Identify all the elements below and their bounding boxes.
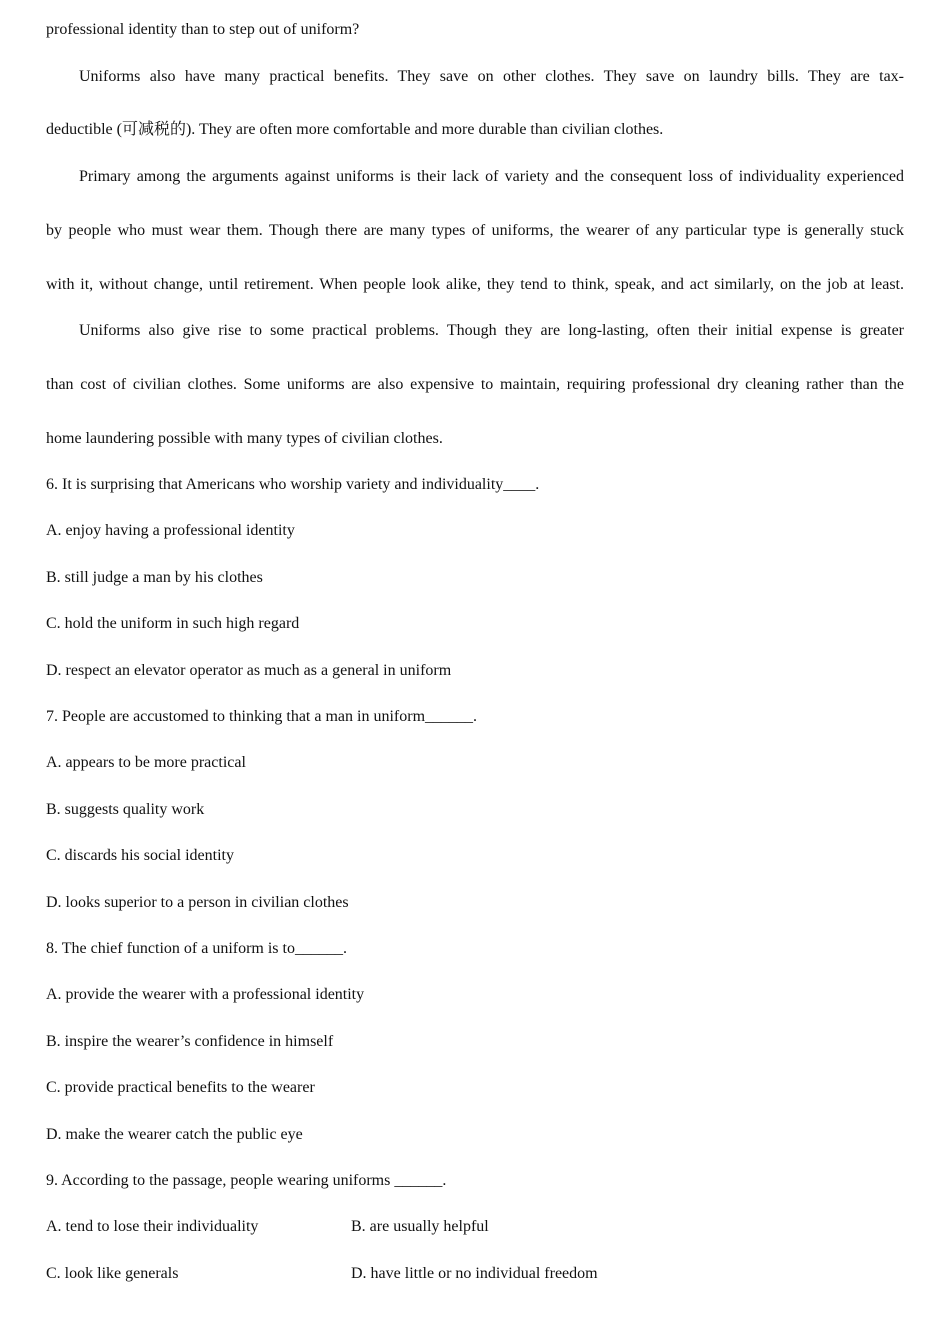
answer-option: B. inspire the wearer’s confidence in himself bbox=[46, 1033, 334, 1050]
passage-line: Uniforms also give rise to some practical problems. Though they are long-lasting, often their initial expense is greater bbox=[79, 322, 904, 339]
answer-option: D. looks superior to a person in civilian clothes bbox=[46, 894, 349, 911]
answer-option: C. hold the uniform in such high regard bbox=[46, 615, 300, 632]
passage-line: Primary among the arguments against uniforms is their lack of variety and the consequent loss of individuality experienced bbox=[79, 168, 904, 185]
answer-option: B. are usually helpful bbox=[351, 1218, 489, 1235]
answer-option: C. discards his social identity bbox=[46, 847, 234, 864]
question-stem: 6. It is surprising that Americans who worship variety and individuality____. bbox=[46, 476, 540, 493]
passage-line: professional identity than to step out of uniform? bbox=[46, 21, 360, 38]
answer-option: D. have little or no individual freedom bbox=[351, 1265, 598, 1282]
answer-option: C. provide practical benefits to the wearer bbox=[46, 1079, 315, 1096]
answer-option: D. respect an elevator operator as much as a general in uniform bbox=[46, 662, 452, 679]
answer-option: C. look like generals bbox=[46, 1265, 179, 1282]
passage-line: deductible (可减税的). They are often more comfortable and more durable than civilian clothes. bbox=[46, 121, 664, 138]
question-stem: 8. The chief function of a uniform is to______. bbox=[46, 940, 347, 957]
answer-option: D. make the wearer catch the public eye bbox=[46, 1126, 303, 1143]
answer-option: A. appears to be more practical bbox=[46, 754, 246, 771]
answer-option: B. suggests quality work bbox=[46, 801, 205, 818]
question-stem: 9. According to the passage, people wearing uniforms ______. bbox=[46, 1172, 447, 1189]
passage-line: Uniforms also have many practical benefits. They save on other clothes. They save on laundry bills. They are tax- bbox=[79, 68, 904, 85]
passage-line: with it, without change, until retirement. When people look alike, they tend to think, speak, and act similarly, on the job at least. bbox=[46, 276, 904, 293]
passage-line: by people who must wear them. Though there are many types of uniforms, the wearer of any particular type is generally stuck bbox=[46, 222, 904, 239]
passage-line: than cost of civilian clothes. Some uniforms are also expensive to maintain, requiring professional dry cleaning rather than the bbox=[46, 376, 904, 393]
passage-line: home laundering possible with many types of civilian clothes. bbox=[46, 430, 443, 447]
answer-option: A. provide the wearer with a professional identity bbox=[46, 986, 365, 1003]
answer-option: B. still judge a man by his clothes bbox=[46, 569, 263, 586]
question-stem: 7. People are accustomed to thinking that a man in uniform______. bbox=[46, 708, 478, 725]
answer-option: A. tend to lose their individuality bbox=[46, 1218, 259, 1235]
answer-option: A. enjoy having a professional identity bbox=[46, 522, 295, 539]
